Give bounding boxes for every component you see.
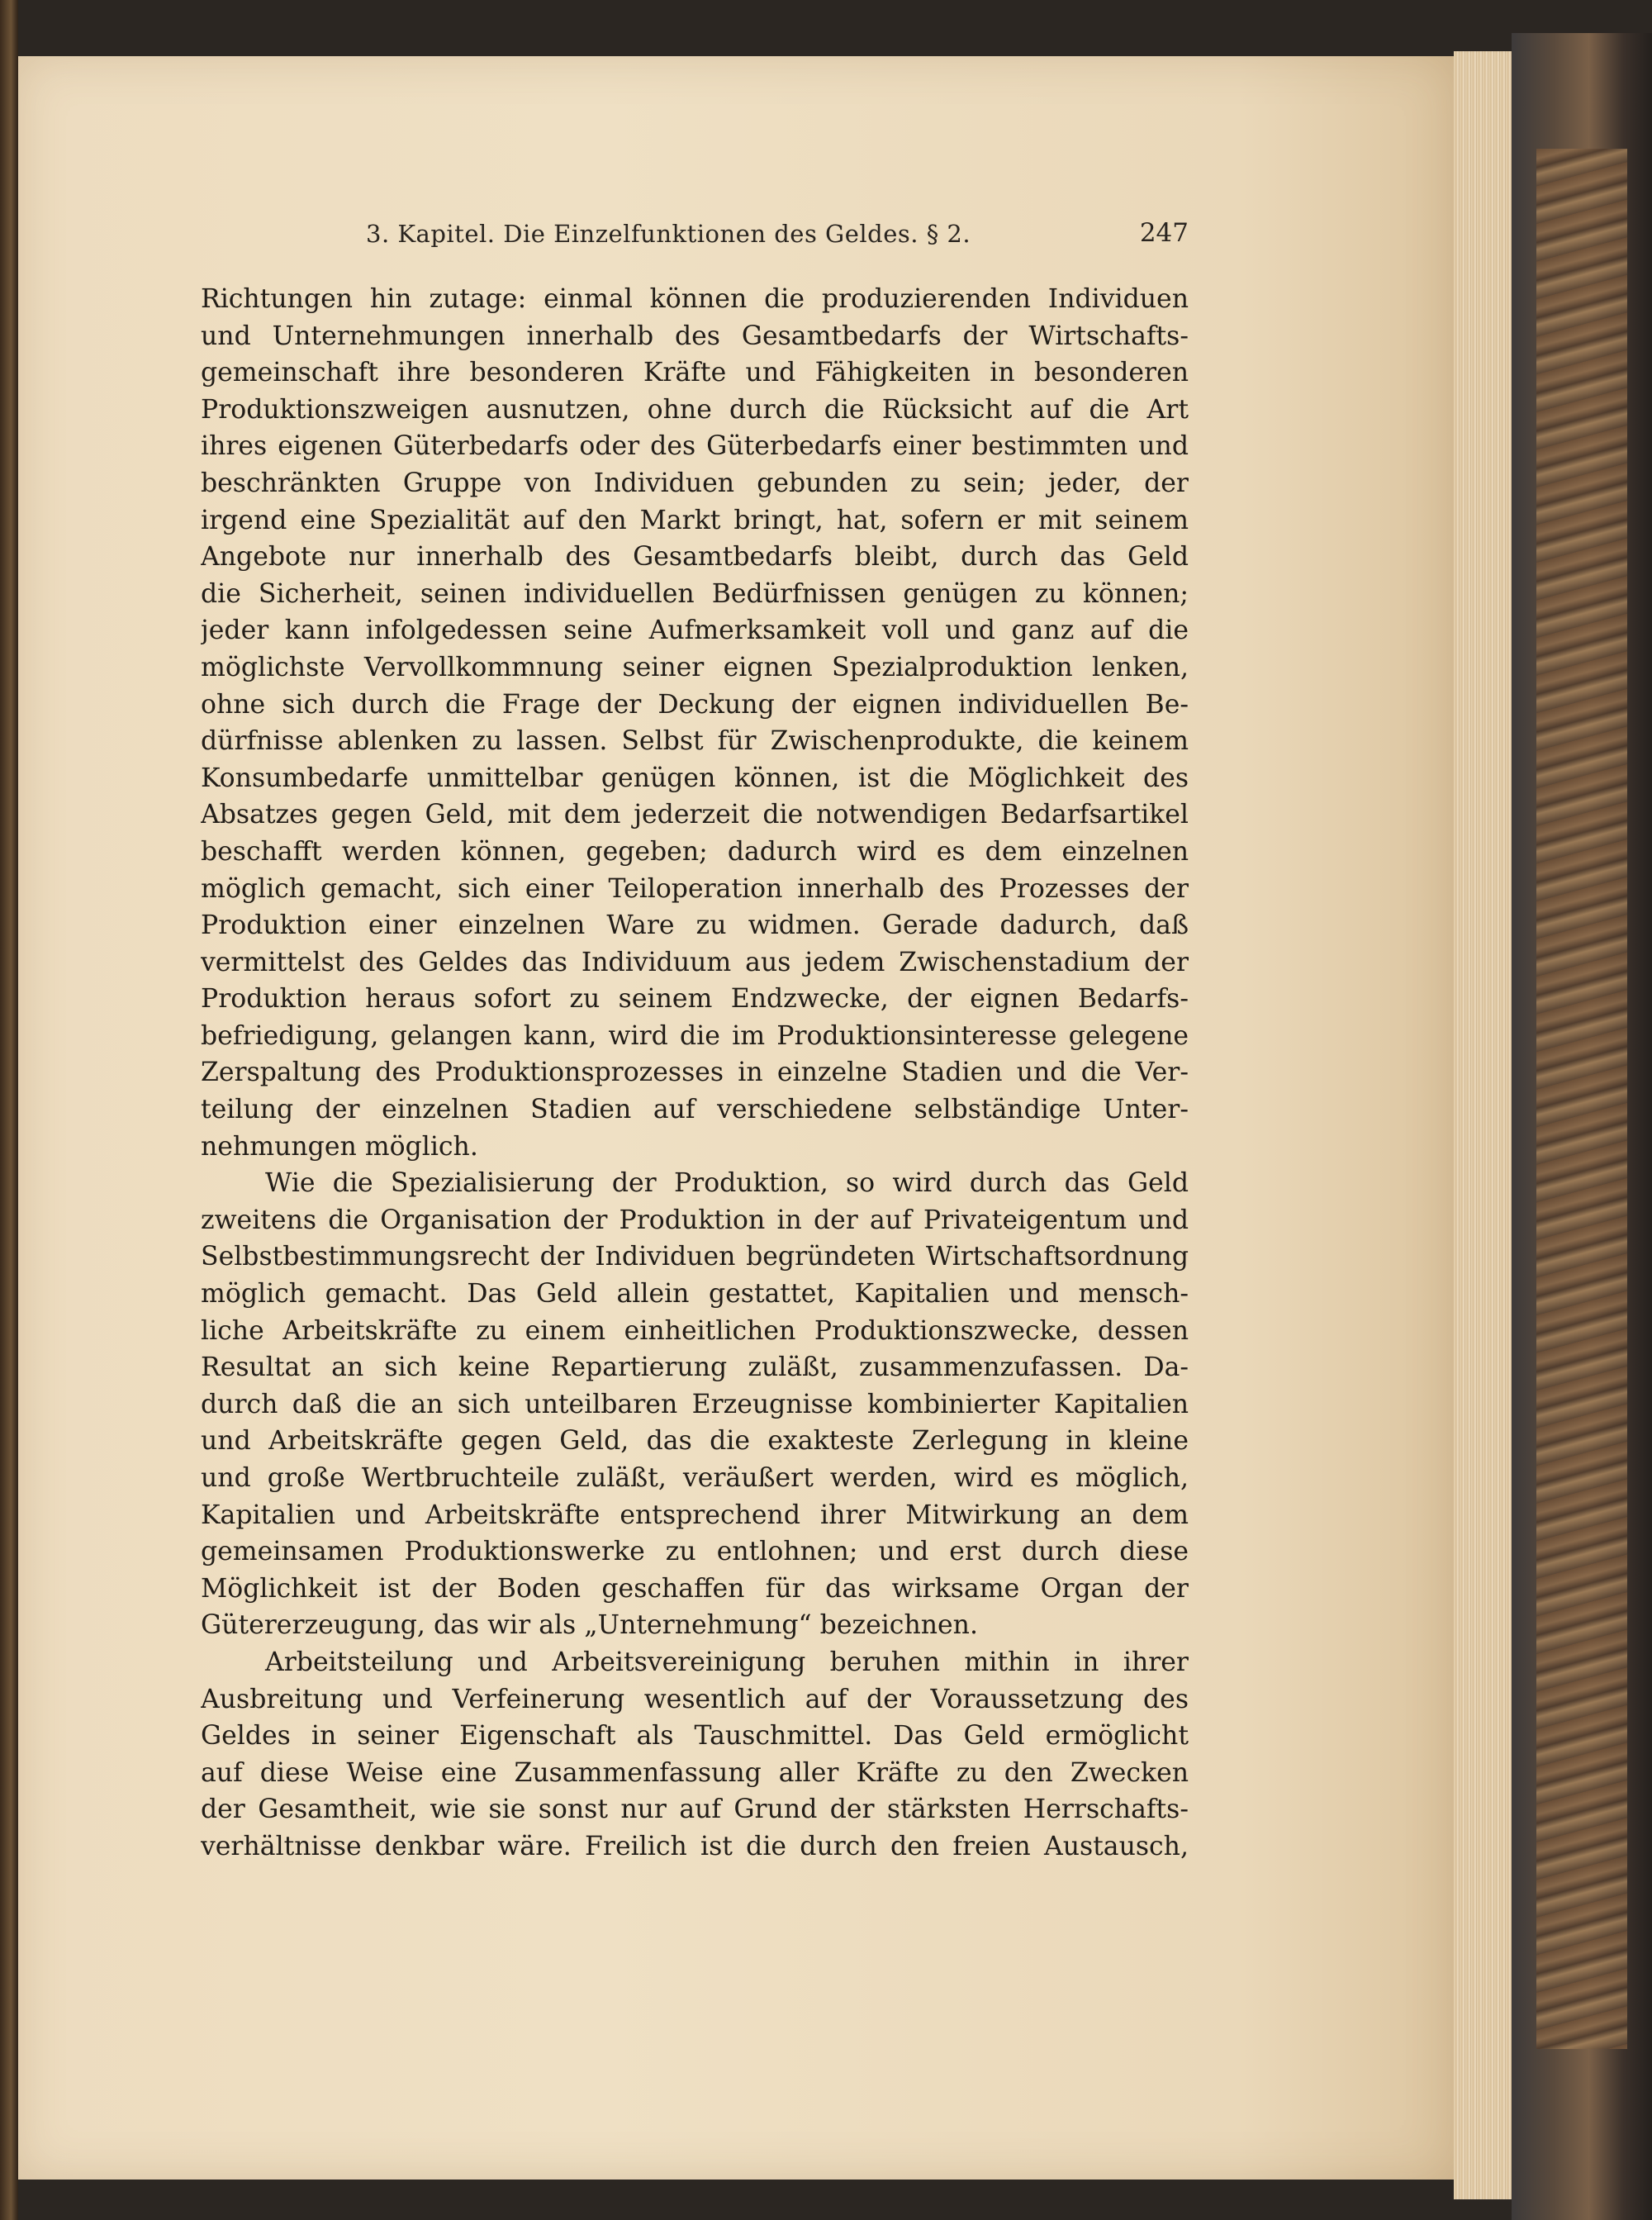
- text-line: dürfnisse ablenken zu lassen. Selbst für Zwischenprodukte, die keinem: [201, 726, 1189, 757]
- text-line: Resultat an sich keine Repartierung zuläßt, zusammenzufassen. Da-: [201, 1352, 1189, 1383]
- page-header: [201, 216, 1189, 258]
- text-line: Ausbreitung und Verfeinerung wesentlich auf der Voraussetzung des: [201, 1684, 1189, 1714]
- text-line: Produktion einer einzelnen Ware zu widmen. Gerade dadurch, daß: [201, 910, 1189, 941]
- book-binding-left-edge: [0, 0, 18, 2220]
- page-number: 247: [1139, 218, 1189, 248]
- text-line: ihres eigenen Güterbedarfs oder des Güterbedarfs einer bestimmten und: [201, 431, 1189, 462]
- text-line: ohne sich durch die Frage der Deckung der eignen individuellen Be-: [201, 689, 1189, 720]
- text-line: liche Arbeitskräfte zu einem einheitlichen Produktionszwecke, dessen: [201, 1315, 1189, 1346]
- page-block-edges: [1454, 51, 1512, 2199]
- text-line: Arbeitsteilung und Arbeitsvereinigung beruhen mithin in ihrer: [265, 1647, 1189, 1677]
- text-line: möglich gemacht, sich einer Teiloperation innerhalb des Prozesses der: [201, 873, 1189, 904]
- text-line: die Sicherheit, seinen individuellen Bedürfnissen genügen zu können;: [201, 578, 1189, 609]
- text-line: Produktionszweigen ausnutzen, ohne durch die Rücksicht auf die Art: [201, 394, 1189, 425]
- text-line: möglichste Vervollkommnung seiner eignen Spezialproduktion lenken,: [201, 652, 1189, 682]
- text-line: beschafft werden können, gegeben; dadurch wird es dem einzelnen: [201, 836, 1189, 867]
- text-line: zweitens die Organisation der Produktion in der auf Privateigentum und: [201, 1205, 1189, 1235]
- marbled-cover-edge: [1536, 149, 1627, 2049]
- text-line: Kapitalien und Arbeitskräfte entsprechend ihrer Mitwirkung an dem: [201, 1500, 1189, 1530]
- text-line: gemeinschaft ihre besonderen Kräfte und Fähigkeiten in besonderen: [201, 358, 1189, 388]
- text-line: vermittelst des Geldes das Individuum aus jedem Zwischenstadium der: [201, 947, 1189, 977]
- text-line: beschränkten Gruppe von Individuen gebunden zu sein; jeder, der: [201, 468, 1189, 498]
- text-line: verhältnisse denkbar wäre. Freilich ist die durch den freien Austausch,: [201, 1831, 1189, 1861]
- text-line: Angebote nur innerhalb des Gesamtbedarfs bleibt, durch das Geld: [201, 542, 1189, 573]
- text-line: Gütererzeugung, das wir als „Unternehmung“ bezeichnen.: [201, 1610, 978, 1641]
- text-line: irgend eine Spezialität auf den Markt bringt, hat, sofern er mit seinem: [201, 505, 1189, 535]
- text-line: und Unternehmungen innerhalb des Gesamtbedarfs der Wirtschafts-: [201, 321, 1189, 351]
- text-line: Produktion heraus sofort zu seinem Endzwecke, der eignen Bedarfs-: [201, 984, 1189, 1015]
- text-line: teilung der einzelnen Stadien auf verschiedene selbständige Unter-: [201, 1095, 1189, 1125]
- text-line: Zerspaltung des Produktionsprozesses in einzelne Stadien und die Ver-: [201, 1058, 1189, 1088]
- text-line: befriedigung, gelangen kann, wird die im Produktionsinteresse gelegene: [201, 1020, 1189, 1051]
- text-line: Richtungen hin zutage: einmal können die produzierenden Individuen: [201, 284, 1189, 314]
- text-line: möglich gemacht. Das Geld allein gestattet, Kapitalien und mensch-: [201, 1279, 1189, 1310]
- running-title: 3. Kapitel. Die Einzelfunktionen des Geldes. § 2.: [366, 220, 971, 248]
- text-line: auf diese Weise eine Zusammenfassung aller Kräfte zu den Zwecken: [201, 1757, 1189, 1788]
- text-line: jeder kann infolgedessen seine Aufmerksamkeit voll und ganz auf die: [201, 616, 1189, 646]
- text-line: der Gesamtheit, wie sie sonst nur auf Grund der stärksten Herrschafts-: [201, 1795, 1189, 1825]
- text-line: Möglichkeit ist der Boden geschaffen für das wirksame Organ der: [201, 1573, 1189, 1604]
- text-line: nehmungen möglich.: [201, 1131, 478, 1162]
- text-line: Selbstbestimmungsrecht der Individuen begründeten Wirtschaftsordnung: [201, 1242, 1189, 1272]
- text-line: und Arbeitskräfte gegen Geld, das die exakteste Zerlegung in kleine: [201, 1426, 1189, 1457]
- text-line: Geldes in seiner Eigenschaft als Tauschmittel. Das Geld ermöglicht: [201, 1721, 1189, 1752]
- body-text: [201, 281, 1189, 1866]
- text-line: gemeinsamen Produktionswerke zu entlohnen; und erst durch diese: [201, 1537, 1189, 1567]
- text-line: Absatzes gegen Geld, mit dem jederzeit die notwendigen Bedarfsartikel: [201, 800, 1189, 830]
- text-line: Konsumbedarfe unmittelbar genügen können, ist die Möglichkeit des: [201, 763, 1189, 793]
- text-line: durch daß die an sich unteilbaren Erzeugnisse kombinierter Kapitalien: [201, 1389, 1189, 1419]
- text-line: Wie die Spezialisierung der Produktion, so wird durch das Geld: [265, 1168, 1189, 1199]
- text-line: und große Wertbruchteile zuläßt, veräußert werden, wird es möglich,: [201, 1463, 1189, 1493]
